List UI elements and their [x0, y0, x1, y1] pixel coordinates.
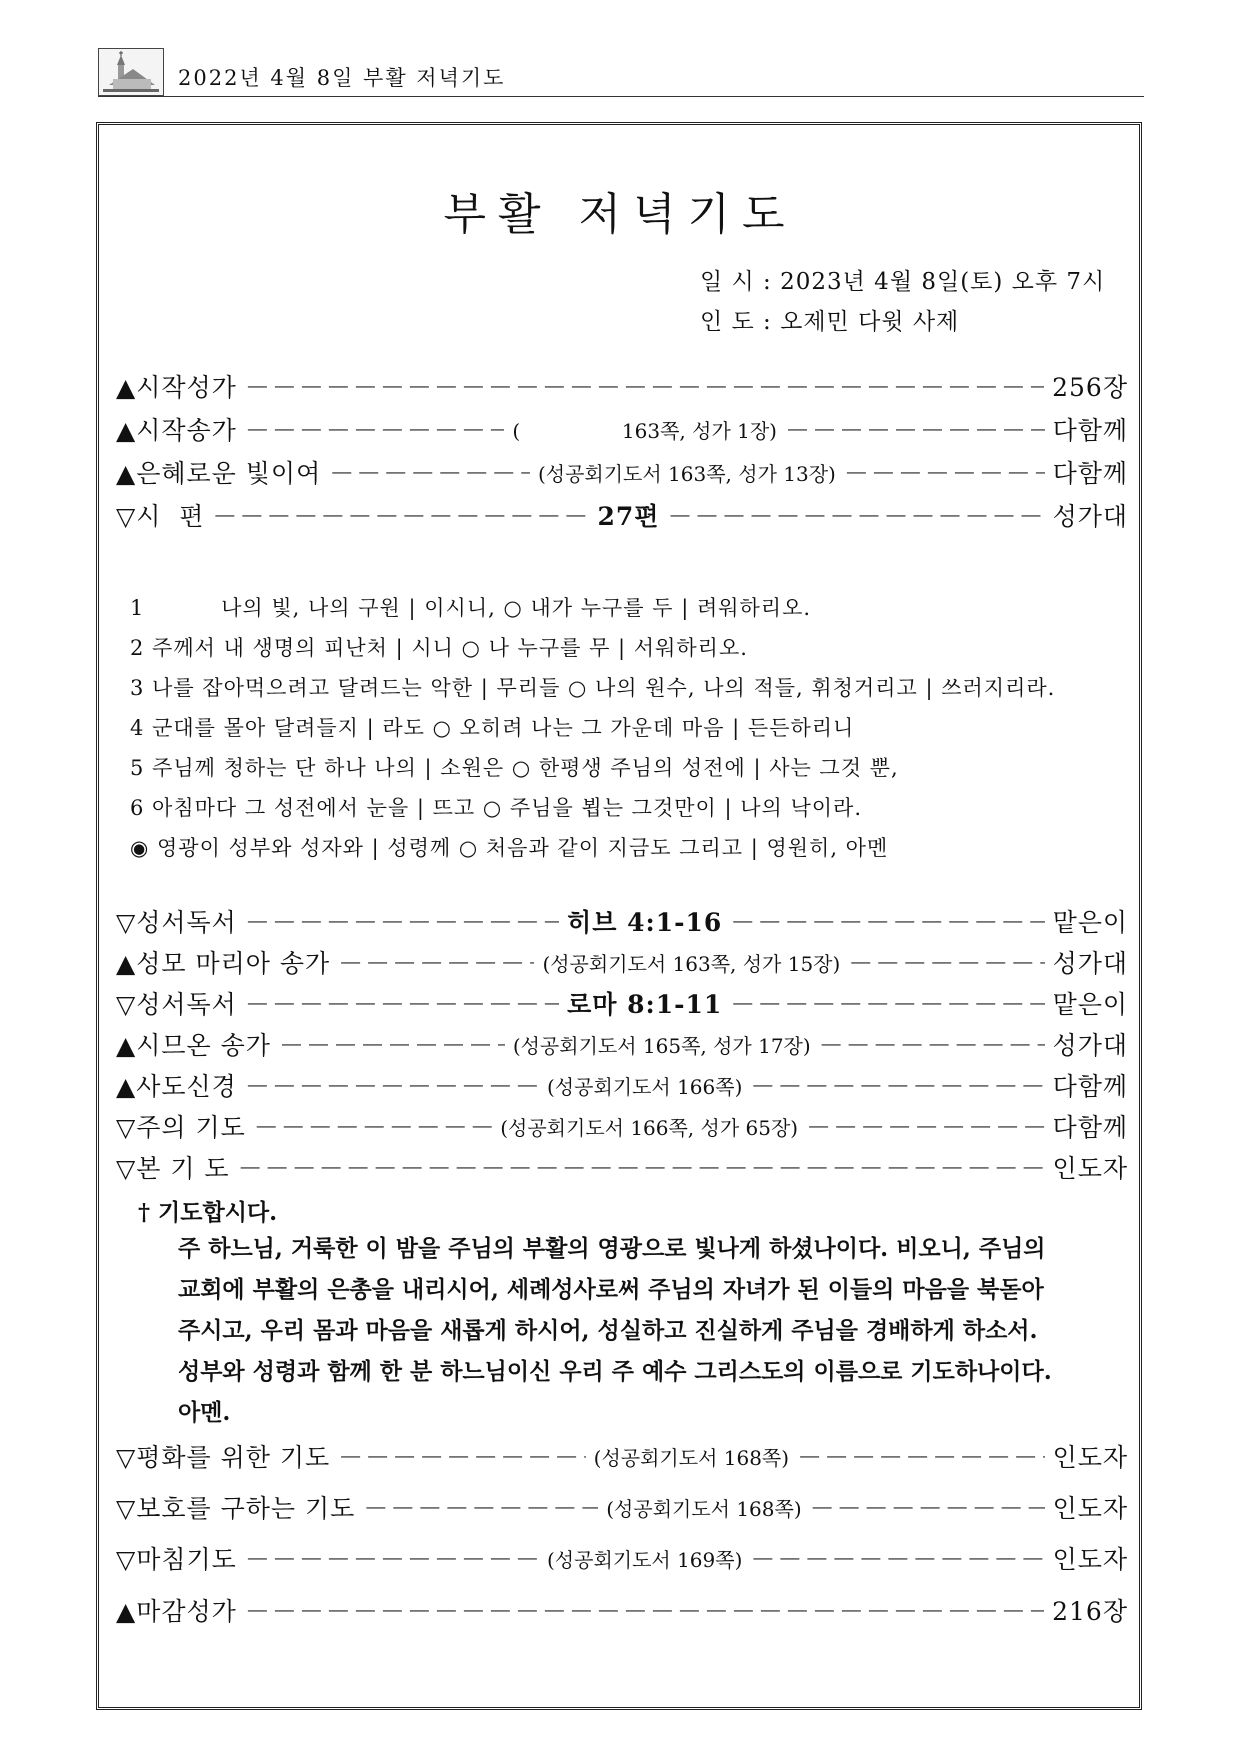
- dash-leader: [848, 944, 1044, 980]
- order-row: [116, 368, 1128, 404]
- service-info: [700, 262, 1105, 342]
- dash-leader: [245, 411, 505, 447]
- service-leader: 인 도 : 오제민 다윗 사제: [700, 309, 960, 335]
- prayer-heading: † 기도합시다.: [138, 1199, 278, 1226]
- order-detail: (성공회기도서 163쪽, 성가 13장): [537, 461, 836, 486]
- church-logo: [98, 48, 164, 96]
- header-divider: [98, 96, 1144, 97]
- dash-leader: [785, 411, 1045, 447]
- prayer-line: 주시고, 우리 몸과 마음을 새롭게 하시어, 성실하고 진실하게 주님을 경배하게 하소서.: [178, 1317, 1038, 1344]
- order-row: [116, 497, 1128, 533]
- dash-leader: [750, 1540, 1044, 1576]
- dash-leader: [245, 368, 1044, 404]
- order-label: ▲사도신경: [116, 1072, 237, 1101]
- order-end: 다함께: [1052, 1113, 1128, 1142]
- header-title: 2022년 4월 8일 부활 저녁기도: [178, 66, 506, 90]
- psalm-verse: 5 주님께 청하는 단 하나 나의 | 소원은 ○ 한평생 주님의 성전에 | 사는 그것 뿐,: [130, 756, 899, 780]
- order-label: ▲시작성가: [116, 373, 237, 402]
- order-detail: 로마 8:1-11: [567, 990, 723, 1019]
- dash-leader: [245, 1592, 1044, 1628]
- dash-leader: [819, 1026, 1045, 1062]
- order-detail: 27편: [597, 502, 660, 531]
- order-detail: (성공회기도서 168쪽): [606, 1496, 802, 1521]
- order-label: ▲성모 마리아 송가: [116, 949, 331, 978]
- order-row: [116, 1026, 1128, 1062]
- order-row: [116, 1108, 1128, 1144]
- order-detail: (성공회기도서 168쪽): [593, 1445, 790, 1470]
- psalm-verse: 1 나의 빛, 나의 구원 | 이시니, ○ 내가 누구를 두 | 려워하리오.: [130, 596, 812, 620]
- order-row: [116, 454, 1128, 490]
- psalm-verse: 2 주께서 내 생명의 피난처 | 시니 ○ 나 누구를 무 | 서워하리오.: [130, 636, 748, 660]
- order-row: [116, 1149, 1128, 1185]
- order-row: [116, 1489, 1128, 1525]
- order-label: ▽본 기 도: [116, 1154, 230, 1183]
- dash-leader: [667, 497, 1044, 533]
- order-end: 인도자: [1052, 1154, 1128, 1183]
- order-end: 인도자: [1052, 1443, 1129, 1472]
- order-end: 256장: [1052, 373, 1128, 402]
- dash-leader: [212, 497, 589, 533]
- dash-leader: [279, 1026, 505, 1062]
- dash-leader: [329, 454, 530, 490]
- dash-leader: [844, 454, 1045, 490]
- dash-leader: [245, 1067, 539, 1103]
- order-label: ▽성서독서: [116, 908, 237, 937]
- prayer-line: 주 하느님, 거룩한 이 밤을 주님의 부활의 영광으로 빛나게 하셨나이다. 비오니, 주님의: [178, 1235, 1046, 1262]
- document-title: 부활 저녁기도: [443, 189, 797, 240]
- order-label: ▲시작송가: [116, 416, 237, 445]
- order-row: [116, 985, 1128, 1021]
- dash-leader: [338, 1438, 586, 1474]
- order-label: ▲은혜로운 빛이여: [116, 459, 322, 488]
- dash-leader: [363, 1489, 598, 1525]
- order-row: [116, 944, 1128, 980]
- order-end: 인도자: [1052, 1494, 1129, 1523]
- order-detail: (성공회기도서 166쪽, 성가 65장): [500, 1115, 799, 1140]
- order-detail: ( 163쪽, 성가 1장): [512, 418, 777, 443]
- order-label: ▽마침기도: [116, 1545, 237, 1574]
- prayer-text: [178, 1228, 1128, 1433]
- order-label: ▽평화를 위한 기도: [116, 1443, 331, 1472]
- order-end: 성가대: [1052, 1031, 1128, 1060]
- dash-leader: [245, 1540, 539, 1576]
- prayer-line: 성부와 성령과 함께 한 분 하느님이신 우리 주 예수 그리스도의 이름으로 기도하나이다.: [178, 1358, 1052, 1385]
- dash-leader: [810, 1489, 1045, 1525]
- order-end: 성가대: [1052, 949, 1129, 978]
- order-label: ▽성서독서: [116, 990, 237, 1019]
- order-row: [116, 1592, 1128, 1628]
- order-label: ▲마감성가: [116, 1597, 237, 1626]
- dash-leader: [797, 1438, 1045, 1474]
- psalm-verse: ◉ 영광이 성부와 성자와 | 성령께 ○ 처음과 같이 지금도 그리고 | 영원히, 아멘: [130, 836, 889, 860]
- order-row: [116, 1067, 1128, 1103]
- order-end: 맡은이: [1052, 908, 1129, 937]
- order-detail: (성공회기도서 166쪽): [547, 1074, 743, 1099]
- order-end: 인도자: [1052, 1545, 1129, 1574]
- dash-leader: [806, 1108, 1044, 1144]
- service-date: 일 시 : 2023년 4월 8일(토) 오후 7시: [700, 269, 1106, 295]
- order-detail: 히브 4:1-16: [567, 908, 723, 937]
- order-label: ▽보호를 구하는 기도: [116, 1494, 356, 1523]
- psalm-verse: 6 아침마다 그 성전에서 눈을 | 뜨고 ○ 주님을 뵙는 그것만이 | 나의 낙이라.: [130, 796, 863, 820]
- page-header: [98, 46, 1144, 96]
- dash-leader: [245, 985, 559, 1021]
- dash-leader: [730, 985, 1044, 1021]
- order-row: [116, 903, 1128, 939]
- dash-leader: [338, 944, 534, 980]
- order-label: ▽시 편: [116, 502, 205, 531]
- psalm-verse: 4 군대를 몰아 달려들지 | 라도 ○ 오히려 나는 그 가운데 마음 | 든든하리니: [130, 716, 855, 740]
- order-end: 다함께: [1052, 1072, 1129, 1101]
- order-end: 다함께: [1052, 459, 1129, 488]
- order-label: ▽주의 기도: [116, 1113, 246, 1142]
- order-end: 다함께: [1052, 416, 1129, 445]
- order-detail: (성공회기도서 165쪽, 성가 17장): [512, 1033, 811, 1058]
- order-detail: (성공회기도서 169쪽): [547, 1547, 743, 1572]
- dash-leader: [750, 1067, 1044, 1103]
- order-end: 216장: [1052, 1597, 1128, 1626]
- order-row: [116, 1438, 1128, 1474]
- dash-leader: [238, 1149, 1045, 1185]
- prayer-line: 교회에 부활의 은총을 내리시어, 세례성사로써 주님의 자녀가 된 이들의 마음을 북돋아: [178, 1276, 1044, 1303]
- dash-leader: [730, 903, 1044, 939]
- order-row: [116, 1540, 1128, 1576]
- dash-leader: [254, 1108, 492, 1144]
- prayer-line: 아멘.: [178, 1399, 231, 1426]
- dash-leader: [245, 903, 559, 939]
- order-row: [116, 411, 1128, 447]
- psalm-verse: 3 나를 잡아먹으려고 달려드는 악한 | 무리들 ○ 나의 원수, 나의 적들, 휘청거리고 | 쓰러지리라.: [130, 676, 1056, 700]
- order-end: 맡은이: [1052, 990, 1129, 1019]
- order-detail: (성공회기도서 163쪽, 성가 15장): [542, 951, 841, 976]
- order-label: ▲시므온 송가: [116, 1031, 271, 1060]
- order-end: 성가대: [1052, 502, 1129, 531]
